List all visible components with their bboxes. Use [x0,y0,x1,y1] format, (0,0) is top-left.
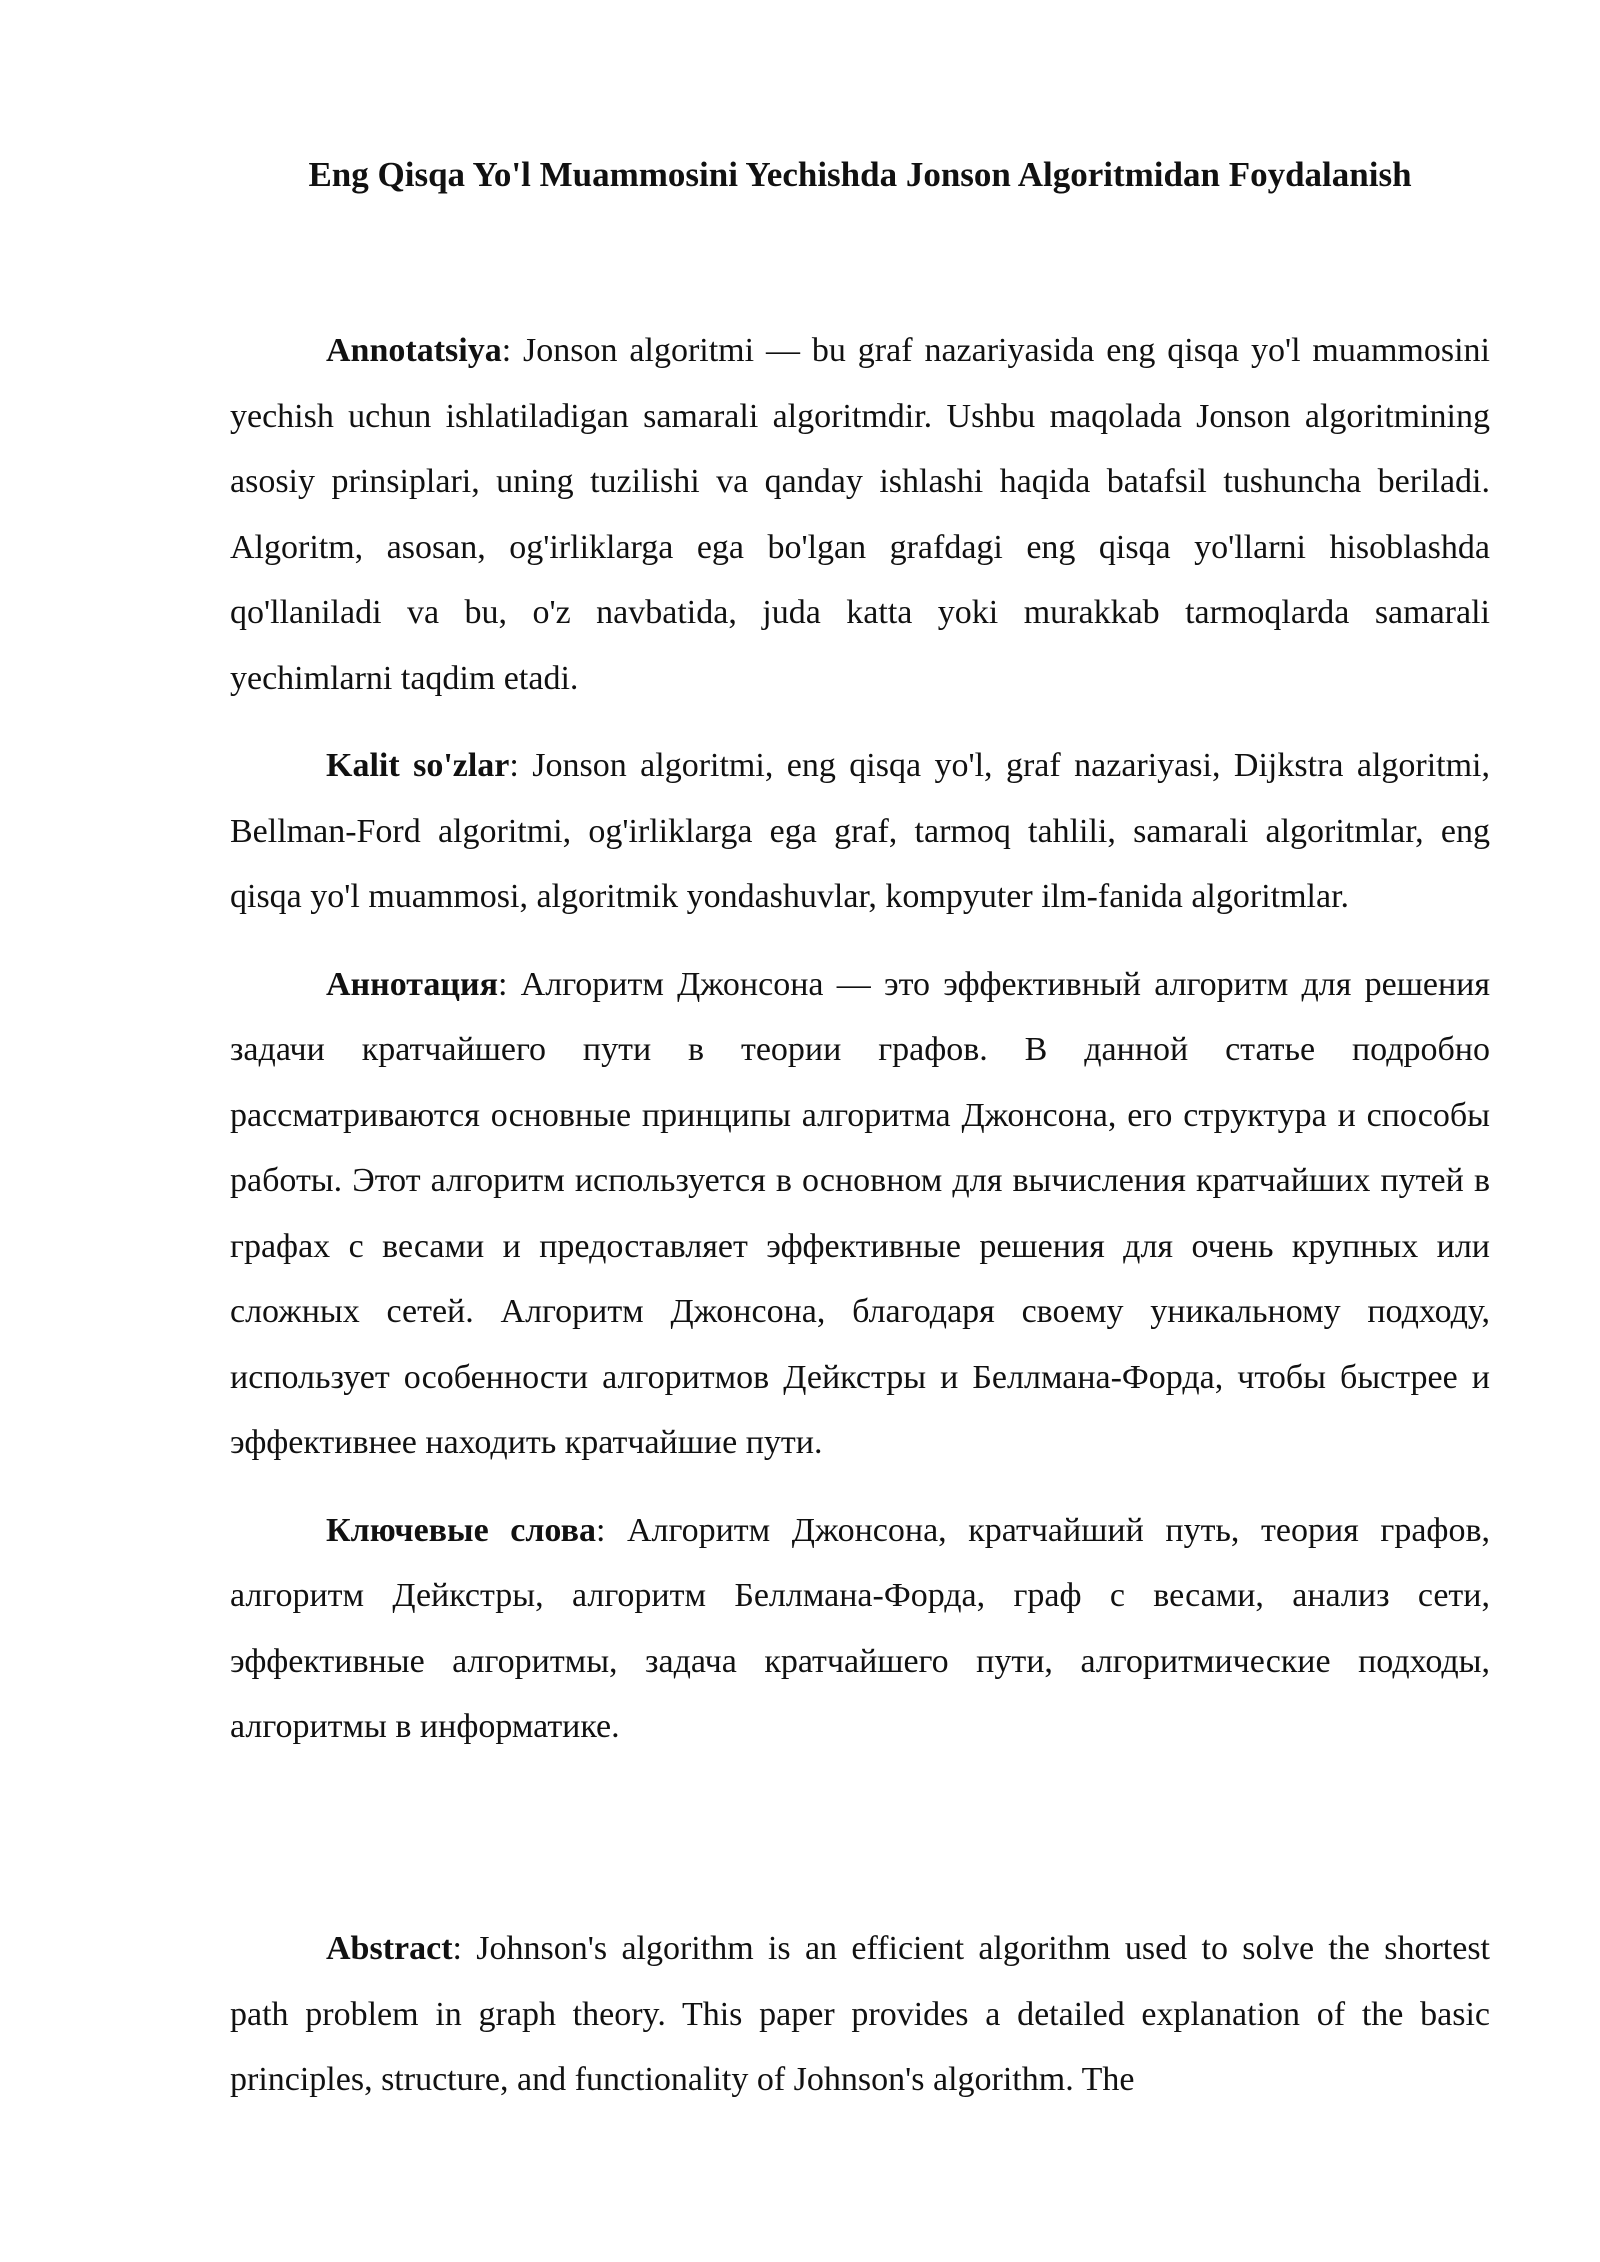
keywords-uzbek-paragraph [230,733,1490,930]
keywords-uzbek-label: Kalit so'zlar [326,747,510,784]
annotation-russian-text: : Алгоритм Джонсона — это эффективный алгоритм для решения задачи кратчайшего пути в теории графов. В данной статье подробно рассматриваются основные принципы алгоритма Джонсона, его структура и способы работы. Этот алгоритм используется в основном для вычисления кратчайших путей в графах с весами и предоставляет эффективные решения для очень крупных или сложных сетей. Алгоритм Джонсона, благодаря своему уникальному подходу, использует особенности алгоритмов Дейкстры и Беллмана-Форда, чтобы быстрее и эффективнее находить кратчайшие пути. [230,965,1490,1461]
annotation-uzbek-text: : Jonson algoritmi — bu graf nazariyasida eng qisqa yo'l muammosini yechish uchun ishlatiladigan samarali algoritmdir. Ushbu maqolada Jonson algoritmining asosiy prinsiplari, uning tuzilishi va qanday ishlashi haqida batafsil tushuncha beriladi. Algoritm, asosan, og'irliklarga ega bo'lgan grafdagi eng qisqa yo'llarni hisoblashda qo'llaniladi va bu, o'z navbatida, juda katta yoki murakkab tarmoqlarda samarali yechimlarni taqdim etadi. [230,332,1490,697]
abstract-english-text: : Johnson's algorithm is an efficient algorithm used to solve the shortest path problem in graph theory. This paper provides a detailed explanation of the basic principles, structure, and functionality of Johnson's algorithm. The [230,1930,1490,2098]
keywords-uzbek-text: : Jonson algoritmi, eng qisqa yo'l, graf nazariyasi, Dijkstra algoritmi, Bellman-Ford algoritmi, og'irliklarga ega graf, tarmoq tahlili, samarali algoritmlar, eng qisqa yo'l muammosi, algoritmik yondashuvlar, kompyuter ilm-fanida algoritmlar. [230,747,1490,915]
annotation-russian-paragraph [230,952,1490,1476]
abstract-english-paragraph [230,1916,1490,2113]
annotation-uzbek-paragraph [230,318,1490,711]
multilingual-abstract-block [230,318,1490,1782]
keywords-russian-label: Ключевые слова [326,1511,596,1549]
annotation-uzbek-label: Annotatsiya [326,332,502,369]
keywords-russian-text: : Алгоритм Джонсона, кратчайший путь, теория графов, алгоритм Дейкстры, алгоритм Беллмана-Форда, граф с весами, анализ сети, эффективные алгоритмы, задача кратчайшего пути, алгоритмические подходы, алгоритмы в информатике. [230,1511,1491,1745]
annotation-russian-label: Аннотация [326,965,498,1003]
paper-title: Eng Qisqa Yo'l Muammosini Yechishda Jonson Algoritmidan Foydalanish [308,155,1412,194]
abstract-english-label: Abstract [326,1930,453,1967]
english-abstract-block [230,1916,1490,2135]
keywords-russian-paragraph [230,1498,1490,1760]
